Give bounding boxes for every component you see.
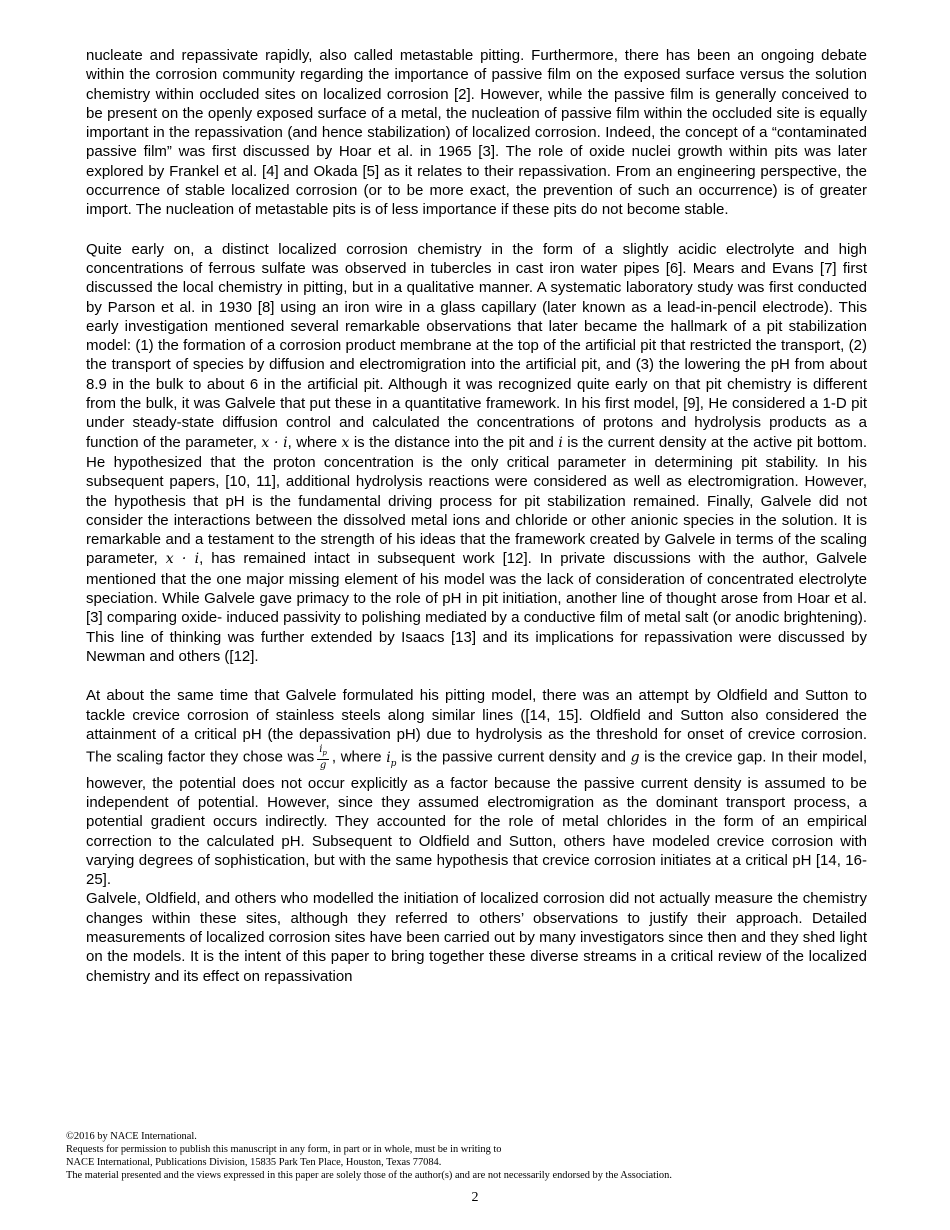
text-run: , where — [287, 433, 338, 451]
paragraph-1: nucleate and repassivate rapidly, also called metastable pitting. Furthermore, there has been an ongoing debate within the corrosion community regarding the importance of passive film on the exposed surface versus the solution chemistry within occluded sites on localized corrosion [2]. However, while the passive film is generally conceived to be present on the openly exposed surface of a metal, the nucleation of passive film within the occluded site is equally important in the repassivation (and hence stabilization) of localized corrosion. Indeed, the concept of a “contaminated passive film” was first discussed by Hoar et al. in 1965 [3]. The role of oxide nuclei growth within pits was later explored by Frankel et al. [4] and Okada [5] as it relates to their repassivation. From an engineering perspective, the occurrence of stable localized corrosion (or to be more exact, the prevention of such an occurrence) is of greater import. The nucleation of metastable pits is of less importance if these pits do not become stable. — [86, 47, 867, 219]
text-run: is the passive current density and — [401, 748, 626, 766]
fraction-numerator: $i_p$ — [317, 744, 329, 760]
text-run: is the crevice gap. In their model, however, the potential does not occur explicitly as a factor because the passive current density is assumed to be independent of potential. However, since they assumed electromigration as the dominant transport process, a potential gradient occurs indirectly. They accounted for the role of metal chlorides in the form of an empirical correction to the calculated pH. Subsequent to Oldfield and Sutton, others have modeled crevice corrosion with varying degrees of sophistication, but with the same hypothesis that crevice corrosion initiates at a critical pH [14, 16-25]. — [86, 748, 867, 889]
footer-permission: Requests for permission to publish this manuscript in any form, in part or in whole, must be in writing to — [66, 1144, 502, 1155]
page-number: 2 — [471, 1190, 479, 1205]
text-run: is the distance into the pit and — [353, 433, 554, 451]
copyright-footer — [66, 1130, 886, 1182]
footer-copyright: ©2016 by NACE International. — [66, 1131, 197, 1142]
text-run: is the current density at the active pit bottom. He hypothesized that the proton concentration is the only critical parameter in determining pit stability. In his subsequent papers, [10, 11], additional hydrolysis reactions were considered as well as electromigration. However, the hypothesis that pH is the fundamental driving process for pit stabilization remained. Finally, Galvele did not consider the interactions between the dissolved metal ions and chloride or other anionic species in the solution. It is remarkable and a testament to the strength of his ideas that the framework created by Galvele in terms of the scaling parameter, — [86, 433, 867, 568]
text-run: , has remained intact in subsequent work [12]. In private discussions with the author, Galvele mentioned that the one major missing element of his model was the lack of consideration of concentrated electrolyte speciation. While Galvele gave primacy to the role of pH in pit initiation, another line of thought arose from Hoar et al. [3] comparing oxide- induced passivity to polishing mediated by a conductive film of metal salt (or anodic brightening). This line of thinking was further extended by Isaacs [13] and its implications for repassivation were discussed by Newman and others ([12]. — [86, 550, 867, 665]
footer-address: NACE International, Publications Division, 15835 Park Ten Place, Houston, Texas 77084. — [66, 1157, 442, 1168]
body-text — [86, 46, 867, 986]
text-run: At about the same time that Galvele formulated his pitting model, there was an attempt by Oldfield and Sutton to tackle crevice corrosion of stainless steels along similar lines ([14, 15]. Oldfield and Sutton also considered the attainment of a critical pH (the depassivation pH) due to hydrolysis as the threshold for onset of crevice corrosion. The scaling factor they chose was — [86, 687, 867, 766]
math-x: x — [341, 434, 350, 451]
math-x-dot-i: x · i — [261, 434, 288, 451]
footer-disclaimer: The material presented and the views expressed in this paper are solely those of the author(s) and are not necessarily endorsed by the Association. — [66, 1170, 672, 1181]
paragraph-2 — [86, 240, 867, 667]
text-run: Quite early on, a distinct localized corrosion chemistry in the form of a slightly acidic electrolyte and high concentrations of ferrous sulfate was observed in tubercles in cast iron water pipes [6]. Mears and Evans [7] first discussed the local chemistry in pitting, but in a qualitative manner. A systematic laboratory study was first conducted by Parson et al. in 1930 [8] using an iron wire in a glass capillary (later known as a lead-in-pencil electrode). This early investigation mentioned several remarkable observations that later became the hallmark of a pit stabilization model: (1) the formation of a corrosion product membrane at the top of the artificial pit that restricted the transport, (2) the transport of species by diffusion and electromigration into the artificial pit, and (3) the lowering the pH from about 8.9 in the bulk to about 6 in the artificial pit. Although it was recognized quite early on that pit chemistry is different from the bulk, it was Galvele that put these in a quantitative framework. In his first model, [9], He considered a 1-D pit under steady-state diffusion control and calculated the concentrations of protons and hydrolysis products as a function of the parameter, — [86, 240, 867, 451]
math-ip: $i_p$ — [386, 749, 397, 769]
math-x-dot-i: x · i — [165, 551, 200, 568]
paragraph-3 — [86, 686, 867, 889]
text-run: , where — [331, 748, 382, 766]
fraction-denominator: g — [319, 760, 327, 772]
paragraph-4: Galvele, Oldfield, and others who modelled the initiation of localized corrosion did not actually measure the chemistry changes within these sites, although they referred to others’ observations to justify their approach. Detailed measurements of localized corrosion sites have been carried out by many investigators since then and they shed light on the models. It is the intent of this paper to bring together these diverse streams in a critical review of the localized chemistry and its effect on repassivation — [86, 890, 867, 985]
fraction-ip-over-g — [317, 744, 329, 771]
math-i: i — [558, 434, 563, 451]
math-g: g — [630, 749, 640, 766]
